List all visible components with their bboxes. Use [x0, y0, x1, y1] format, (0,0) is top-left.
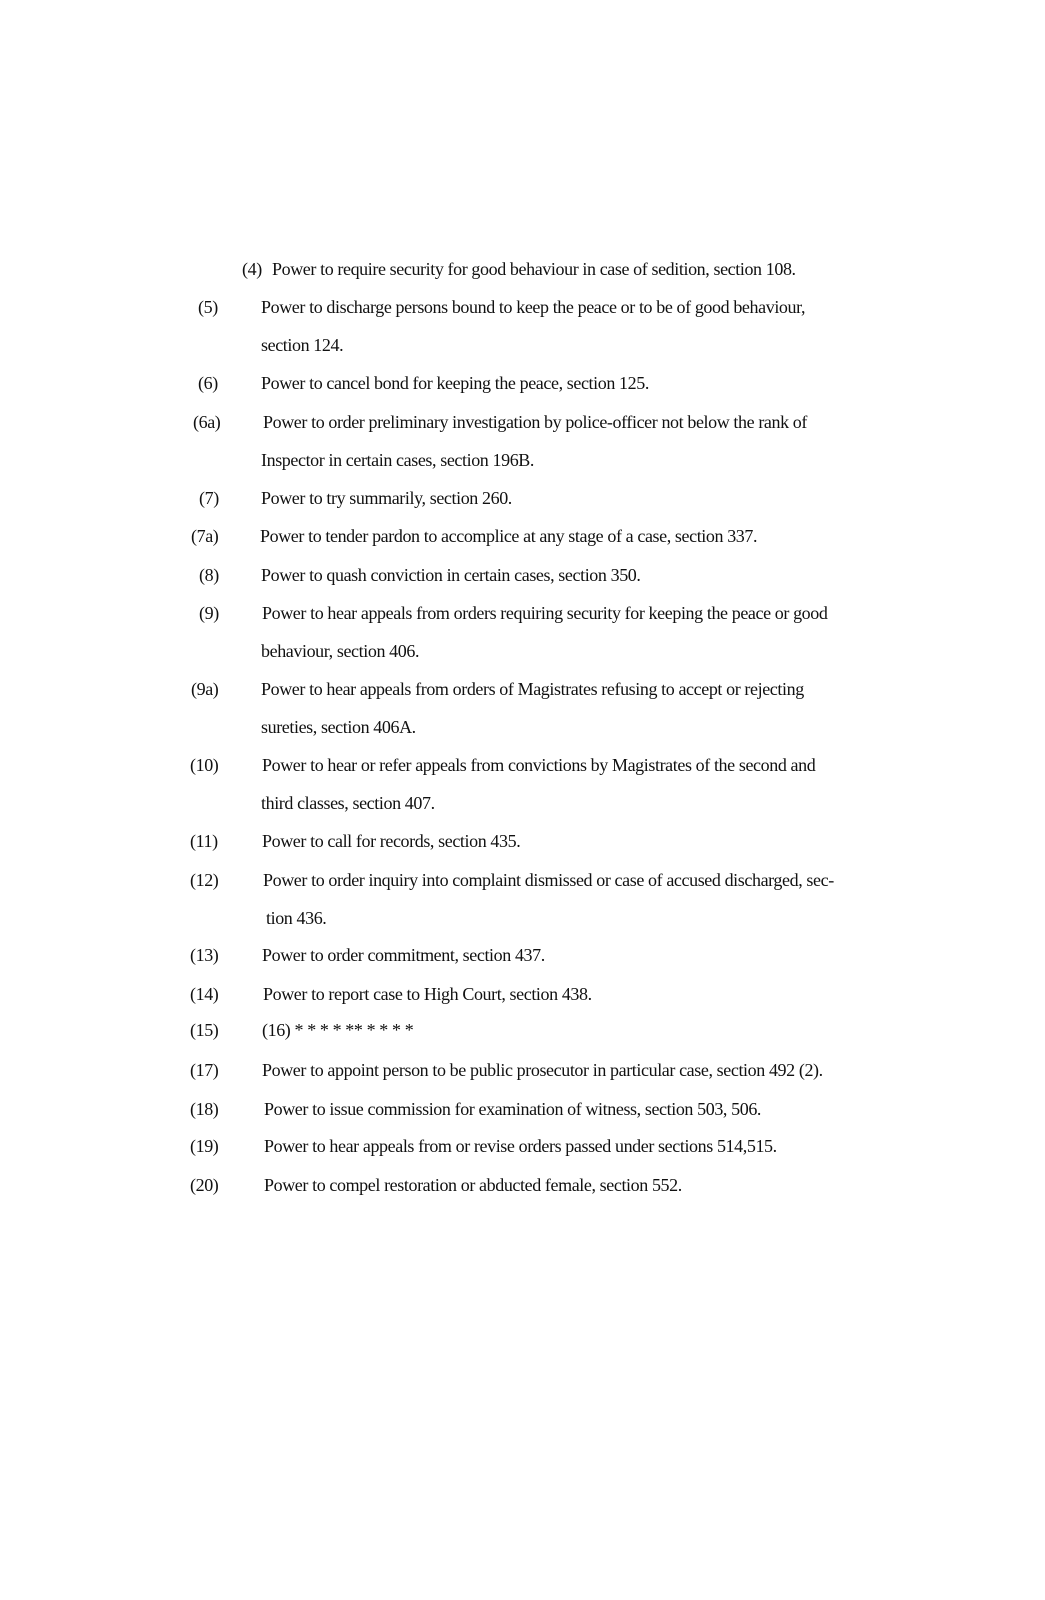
item-number: (19) — [190, 1136, 219, 1156]
item-text: Power to appoint person to be public prosecutor in particular case, section 492 (2). — [262, 1060, 823, 1080]
item-text: (16) * * * * ** * * * * — [262, 1020, 414, 1040]
item-number: (9a) — [191, 679, 219, 699]
item-text: Power to order preliminary investigation by police-officer not below the rank of — [263, 412, 808, 432]
item-text: Power to tender pardon to accomplice at any stage of a case, section 337. — [260, 526, 758, 546]
item-text: Power to report case to High Court, section 438. — [263, 984, 592, 1004]
item-text: Power to hear appeals from orders requiring security for keeping the peace or good — [262, 603, 828, 623]
item-text: Power to discharge persons bound to keep the peace or to be of good behaviour, — [261, 297, 806, 317]
item-number: (7) — [199, 488, 219, 508]
item-text: Power to order commitment, section 437. — [262, 945, 545, 965]
item-number: (6a) — [193, 412, 221, 432]
item-text: Power to require security for good behaviour in case of sedition, section 108. — [272, 259, 796, 279]
item-number: (20) — [190, 1175, 219, 1195]
item-number: (8) — [199, 565, 219, 585]
item-text-continued: section 124. — [261, 335, 344, 355]
item-text: Power to order inquiry into complaint dismissed or case of accused discharged, sec- — [263, 870, 834, 890]
item-text: Power to cancel bond for keeping the peace, section 125. — [261, 373, 649, 393]
item-number: (5) — [198, 297, 218, 317]
item-number: (17) — [190, 1060, 219, 1080]
item-number: (15) — [190, 1020, 219, 1040]
item-text: Power to issue commission for examination of witness, section 503, 506. — [264, 1099, 762, 1119]
item-text: Power to compel restoration or abducted female, section 552. — [264, 1175, 682, 1195]
item-number: (10) — [190, 755, 219, 775]
item-number: (7a) — [191, 526, 219, 546]
item-text: Power to hear appeals from or revise orders passed under sections 514,515. — [264, 1136, 777, 1156]
item-text: Power to quash conviction in certain cases, section 350. — [261, 565, 641, 585]
item-text-continued: Inspector in certain cases, section 196B. — [261, 450, 535, 470]
item-number: (14) — [190, 984, 219, 1004]
item-text-continued: behaviour, section 406. — [261, 641, 420, 661]
item-number: (12) — [190, 870, 219, 890]
item-text: Power to hear appeals from orders of Magistrates refusing to accept or rejecting — [261, 679, 804, 699]
item-number: (18) — [190, 1099, 219, 1119]
item-text-continued: sureties, section 406A. — [261, 717, 416, 737]
item-number: (13) — [190, 945, 219, 965]
item-text: Power to call for records, section 435. — [262, 831, 521, 851]
item-text: Power to hear or refer appeals from convictions by Magistrates of the second and — [262, 755, 816, 775]
item-number: (11) — [190, 831, 218, 851]
item-text-continued: tion 436. — [266, 908, 327, 928]
item-number: (4) — [242, 259, 262, 279]
item-number: (9) — [199, 603, 219, 623]
item-text: Power to try summarily, section 260. — [261, 488, 512, 508]
item-text-continued: third classes, section 407. — [261, 793, 435, 813]
item-number: (6) — [198, 373, 218, 393]
